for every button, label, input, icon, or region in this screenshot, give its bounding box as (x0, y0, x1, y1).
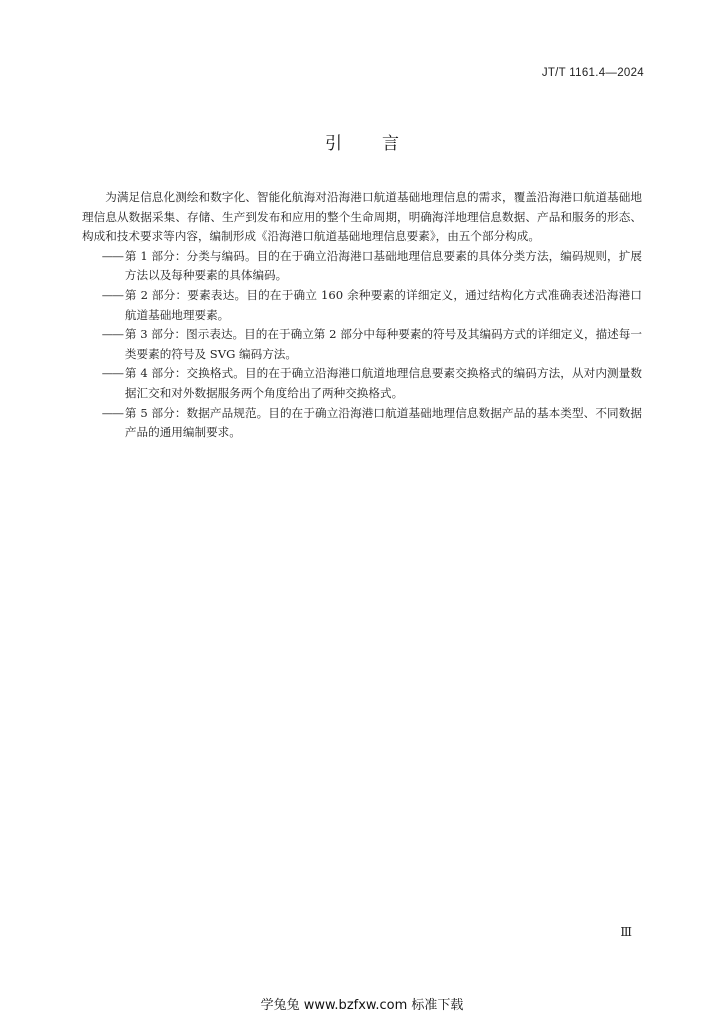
list-item-part-5 (82, 404, 642, 443)
em-dash-bullet: —— (101, 248, 123, 263)
em-dash-bullet: —— (101, 287, 123, 302)
part-2-description: 第 2 部分：要素表达。目的在于确立 160 余种要素的详细定义，通过结构化方式准确表述沿海港口航道基础地理要素。 (124, 287, 642, 322)
part-4-description: 第 4 部分：交换格式。目的在于确立沿海港口航道地理信息要素交换格式的编码方法，从对内测量数据汇交和对外数据服务两个角度给出了两种交换格式。 (124, 366, 642, 400)
em-dash-bullet: —— (101, 366, 123, 381)
part-5-description: 第 5 部分：数据产品规范。目的在于确立沿海港口航道基础地理信息数据产品的基本类型、不同数据产品的通用编制要求。 (124, 405, 642, 440)
intro-paragraph: 为满足信息化测绘和数字化、智能化航海对沿海港口航道基础地理信息的需求，覆盖沿海港口航道基础地理信息从数据采集、存储、生产到发布和应用的整个生命周期，明确海洋地理信息数据、产品和服务的形态、构成和技术要求等内容，编制形成《沿海港口航道基础地理信息要素》，由五个部分构成。 (82, 190, 642, 244)
list-item-part-3 (82, 325, 642, 364)
part-3-description: 第 3 部分：图示表达。目的在于确立第 2 部分中每种要素的符号及其编码方式的详细定义，描述每一类要素的符号及 SVG 编码方法。 (124, 327, 642, 361)
page-title: 引言 (325, 134, 439, 154)
page-number: Ⅲ (620, 925, 632, 939)
watermark-footer: 学兔兔 www.bzfxw.com 标准下载 (260, 998, 464, 1013)
parts-list (82, 247, 642, 443)
list-item-part-2 (82, 286, 642, 325)
em-dash-bullet: —— (101, 405, 123, 420)
introduction-body (82, 188, 642, 443)
document-code: JT/T 1161.4—2024 (541, 67, 644, 79)
list-item-part-1 (82, 247, 642, 286)
list-item-part-4 (82, 364, 642, 403)
part-1-description: 第 1 部分：分类与编码。目的在于确立沿海港口基础地理信息要素的具体分类方法，编码规则，扩展方法以及每种要素的具体编码。 (124, 248, 642, 283)
em-dash-bullet: —— (101, 327, 123, 342)
